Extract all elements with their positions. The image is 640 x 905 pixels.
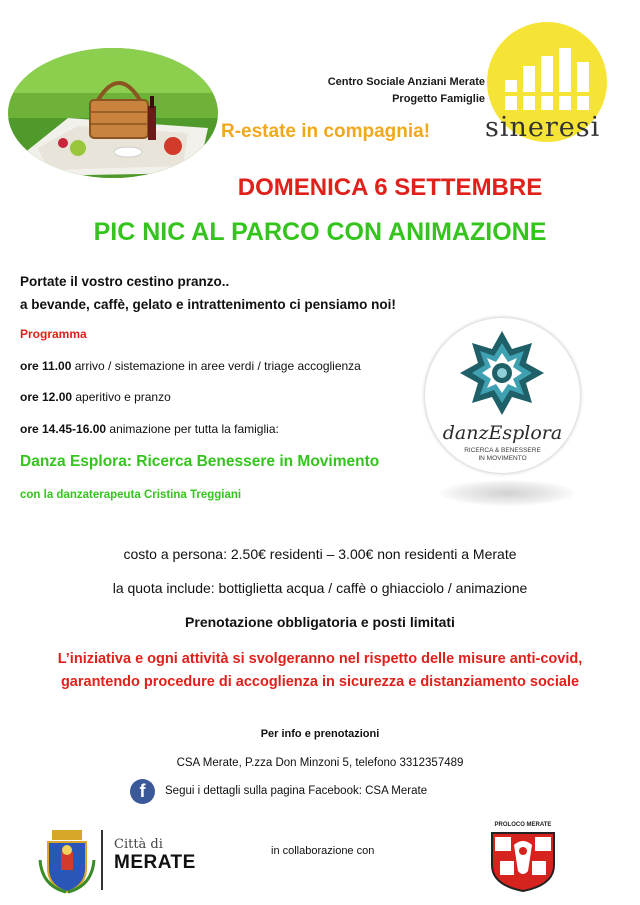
divider — [101, 830, 103, 890]
covid-line-1: L’iniziativa e ogni attività si svolgeranno nel rispetto delle misure anti-covid, — [57, 651, 583, 667]
picnic-photo — [8, 48, 218, 178]
danzesplora-tag-2: IN MOVIMENTO — [478, 455, 527, 462]
event-date: DOMENICA 6 SETTEMBRE — [237, 174, 543, 201]
facebook-icon[interactable]: f — [130, 779, 155, 804]
cost-info: costo a persona: 2.50€ residenti – 3.00€ non residenti a Merate — [123, 546, 517, 562]
proloco-logo — [488, 831, 558, 898]
program-item — [20, 359, 361, 373]
contact-address: CSA Merate, P.zza Don Minzoni 5, telefono 3312357489 — [176, 757, 464, 769]
intro-line-2: a bevande, caffè, gelato e intrattenimento ci pensiamo noi! — [20, 297, 396, 312]
program-item — [20, 390, 171, 404]
proloco-label: PROLOCO MERATE — [494, 822, 552, 828]
danzesplora-logo-text: danzEsplora — [442, 422, 563, 444]
intro-line-1: Portate il vostro cestino pranzo.. — [20, 274, 230, 289]
merate-label: MERATE — [114, 852, 196, 873]
danza-subtitle: con la danzaterapeuta Cristina Treggiani — [20, 489, 242, 501]
danzesplora-tagline — [425, 447, 580, 463]
quota-info: la quota include: bottiglietta acqua / caffè o ghiacciolo / animazione — [112, 580, 528, 596]
badge-shadow — [440, 480, 575, 506]
program-title: Programma — [20, 327, 87, 341]
sineresi-logo-text: sineresi — [485, 112, 601, 143]
project-name: Progetto Famiglie — [392, 93, 485, 105]
program-item — [20, 422, 279, 436]
intro-text — [20, 270, 396, 316]
program-text: arrivo / sistemazione in aree verdi / triage accoglienza — [71, 359, 361, 373]
citta-di-label: Città di — [114, 837, 163, 852]
program-time: ore 11.00 — [20, 359, 72, 373]
covid-line-2: garantendo procedure di accoglienza in sicurezza e distanziamento sociale — [60, 674, 580, 690]
organizer-name: Centro Sociale Anziani Merate — [327, 76, 485, 88]
facebook-text[interactable]: Segui i dettagli sulla pagina Facebook: CSA Merate — [165, 785, 428, 797]
covid-notice — [0, 648, 640, 694]
program-text: aperitivo e pranzo — [72, 390, 171, 404]
tagline: R-estate in compagnia! — [221, 121, 431, 142]
organizer-block — [280, 74, 485, 108]
facebook-link[interactable] — [130, 778, 427, 804]
program-text: animazione per tutta la famiglia: — [106, 422, 279, 436]
collaboration-label: in collaborazione con — [271, 845, 375, 857]
danza-title: Danza Esplora: Ricerca Benessere in Movimento — [20, 453, 380, 470]
citta-di-merate-logo — [114, 838, 196, 874]
booking-notice: Prenotazione obbligatoria e posti limitati — [185, 614, 455, 630]
merate-coat-of-arms — [38, 830, 96, 899]
event-headline: PIC NIC AL PARCO CON ANIMAZIONE — [93, 218, 547, 246]
info-heading: Per info e prenotazioni — [260, 728, 380, 740]
program-time: ore 14.45-16.00 — [20, 422, 107, 436]
danzesplora-tag-1: RICERCA & BENESSERE — [464, 447, 541, 454]
program-time: ore 12.00 — [20, 390, 73, 404]
